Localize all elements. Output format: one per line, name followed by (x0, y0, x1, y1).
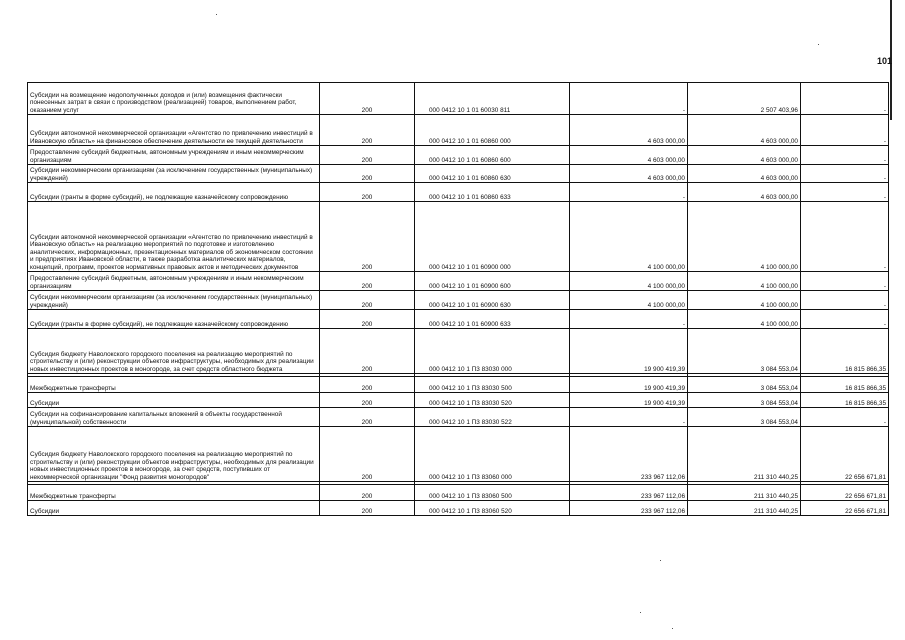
page-number: 101 (876, 56, 892, 66)
row-executed: 4 603 000,00 (688, 115, 801, 146)
table-row (28, 377, 889, 393)
row-unexecuted: 16 815 866,35 (801, 393, 889, 408)
row-approved: 4 100 000,00 (570, 291, 688, 310)
row-executed: 211 310 440,25 (688, 485, 801, 501)
scan-speck (640, 612, 641, 613)
row-approved: 4 100 000,00 (570, 272, 688, 291)
row-classification: 000 0412 10 1 П3 83030 520 (415, 393, 570, 408)
row-name: Субсидии (гранты в форме субсидий), не подлежащие казначейскому сопровождению (28, 310, 320, 329)
row-name: Субсидии (28, 393, 320, 408)
row-classification: 000 0412 10 1 01 60900 630 (415, 291, 570, 310)
row-code: 200 (320, 393, 415, 408)
row-approved: 233 967 112,06 (570, 485, 688, 501)
row-classification: 000 0412 10 1 П3 83060 520 (415, 501, 570, 516)
row-executed: 4 100 000,00 (688, 291, 801, 310)
row-unexecuted: - (801, 83, 889, 115)
row-code: 200 (320, 115, 415, 146)
row-classification: 000 0412 10 1 01 60900 600 (415, 272, 570, 291)
row-name: Межбюджетные трансферты (28, 485, 320, 501)
row-executed: 4 603 000,00 (688, 183, 801, 202)
row-unexecuted: - (801, 146, 889, 165)
row-approved: - (570, 183, 688, 202)
row-code: 200 (320, 202, 415, 272)
row-unexecuted: - (801, 272, 889, 291)
row-executed: 211 310 440,25 (688, 427, 801, 482)
table-row (28, 393, 889, 408)
row-executed: 4 603 000,00 (688, 146, 801, 165)
row-name: Субсидия бюджету Наволокского городского поселения на реализацию мероприятий по строительству и (или) реконструкции объектов инфраструктуры, необходимых для реализации новых инвестиционных проектов в моногороде, за счет средств областного бюджета (28, 329, 320, 374)
row-executed: 2 507 403,96 (688, 83, 801, 115)
row-unexecuted: 16 815 866,35 (801, 329, 889, 374)
row-code: 200 (320, 291, 415, 310)
row-classification: 000 0412 10 1 01 60860 633 (415, 183, 570, 202)
row-executed: 4 603 000,00 (688, 165, 801, 183)
row-code: 200 (320, 165, 415, 183)
row-unexecuted: - (801, 165, 889, 183)
row-approved: 233 967 112,06 (570, 501, 688, 516)
table-row (28, 83, 889, 115)
row-name: Субсидии автономной некоммерческой организации «Агентство по привлечению инвестиций в Ивановскую область» на реализацию мероприятий по подготовке и изготовлению аналитических, информационных, презентационных материалов об экономическом состоянии и предприятиях Ивановской области, в также разработка аналитических материалов, концепций, программ, проектов нормативных правовых актов и методических документов (28, 202, 320, 272)
row-approved: 233 967 112,06 (570, 427, 688, 482)
row-name: Субсидии на возмещение недополученных доходов и (или) возмещения фактически понесенных затрат в связи с производством (реализацией) товаров, выполнением работ, оказанием услуг (28, 83, 320, 115)
row-name: Предоставление субсидий бюджетным, автономным учреждениям и иным некоммерческим организациям (28, 146, 320, 165)
row-name: Субсидия бюджету Наволокского городского поселения на реализацию мероприятий по строительству и (или) реконструкции объектов инфраструктуры, необходимых для реализации новых инвестиционных проектов в моногороде, за счет средств, поступивших от некоммерческой организации "Фонд развития моногородов" (28, 427, 320, 482)
row-unexecuted: - (801, 310, 889, 329)
table-row (28, 501, 889, 516)
row-approved: 4 100 000,00 (570, 202, 688, 272)
row-unexecuted: 16 815 866,35 (801, 377, 889, 393)
row-unexecuted: 22 656 671,81 (801, 485, 889, 501)
row-name: Межбюджетные трансферты (28, 377, 320, 393)
row-classification: 000 0412 10 1 01 60900 633 (415, 310, 570, 329)
row-approved: 4 603 000,00 (570, 165, 688, 183)
row-classification: 000 0412 10 1 01 60030 811 (415, 83, 570, 115)
row-classification: 000 0412 10 1 01 60860 000 (415, 115, 570, 146)
row-classification: 000 0412 10 1 01 60900 000 (415, 202, 570, 272)
row-approved: 19 900 419,39 (570, 329, 688, 374)
row-executed: 4 100 000,00 (688, 310, 801, 329)
row-name: Субсидии (28, 501, 320, 516)
row-unexecuted: - (801, 408, 889, 427)
row-approved: - (570, 83, 688, 115)
row-name: Субсидии автономной некоммерческой организации «Агентство по привлечению инвестиций в Ивановскую область» на финансовое обеспечение деятельности ее текущей деятельности (28, 115, 320, 146)
table-row (28, 485, 889, 501)
row-name: Предоставление субсидий бюджетным, автономным учреждениям и иным некоммерческим организациям (28, 272, 320, 291)
row-approved: 4 603 000,00 (570, 146, 688, 165)
row-executed: 4 100 000,00 (688, 272, 801, 291)
row-code: 200 (320, 485, 415, 501)
row-approved: 19 900 419,39 (570, 377, 688, 393)
row-unexecuted: - (801, 115, 889, 146)
row-approved: - (570, 408, 688, 427)
row-name: Субсидии некоммерческим организациям (за исключением государственных (муниципальных) учреждений) (28, 165, 320, 183)
row-executed: 3 084 553,04 (688, 393, 801, 408)
row-code: 200 (320, 146, 415, 165)
row-classification: 000 0412 10 1 П3 83030 500 (415, 377, 570, 393)
row-classification: 000 0412 10 1 01 60860 600 (415, 146, 570, 165)
table-row (28, 408, 889, 427)
table-row (28, 310, 889, 329)
row-classification: 000 0412 10 1 П3 83030 000 (415, 329, 570, 374)
row-unexecuted: 22 656 671,81 (801, 427, 889, 482)
row-name: Субсидии (гранты в форме субсидий), не подлежащие казначейскому сопровождению (28, 183, 320, 202)
row-name: Субсидии некоммерческим организациям (за исключением государственных (муниципальных) учреждений) (28, 291, 320, 310)
row-classification: 000 0412 10 1 01 60860 630 (415, 165, 570, 183)
table-row (28, 272, 889, 291)
row-executed: 4 100 000,00 (688, 202, 801, 272)
scan-speck (672, 628, 673, 629)
scan-speck (660, 560, 661, 561)
table-row (28, 427, 889, 482)
row-approved: - (570, 310, 688, 329)
row-code: 200 (320, 501, 415, 516)
table-row (28, 165, 889, 183)
row-classification: 000 0412 10 1 П3 83030 522 (415, 408, 570, 427)
row-executed: 3 084 553,04 (688, 329, 801, 374)
table-row (28, 183, 889, 202)
row-executed: 3 084 553,04 (688, 408, 801, 427)
row-code: 200 (320, 310, 415, 329)
table-row (28, 291, 889, 310)
table-row (28, 115, 889, 146)
row-code: 200 (320, 183, 415, 202)
budget-execution-table (27, 82, 889, 516)
scan-speck (818, 44, 819, 45)
row-approved: 4 603 000,00 (570, 115, 688, 146)
row-code: 200 (320, 408, 415, 427)
row-classification: 000 0412 10 1 П3 83060 000 (415, 427, 570, 482)
row-code: 200 (320, 83, 415, 115)
row-code: 200 (320, 427, 415, 482)
row-unexecuted: - (801, 291, 889, 310)
table-row (28, 329, 889, 374)
table-row (28, 202, 889, 272)
row-code: 200 (320, 329, 415, 374)
row-name: Субсидии на софинансирование капитальных вложений в объекты государственной (муниципальной) собственности (28, 408, 320, 427)
table-row (28, 146, 889, 165)
row-executed: 3 084 553,04 (688, 377, 801, 393)
scan-speck (216, 14, 217, 15)
row-approved: 19 900 419,39 (570, 393, 688, 408)
row-code: 200 (320, 272, 415, 291)
row-classification: 000 0412 10 1 П3 83060 500 (415, 485, 570, 501)
row-executed: 211 310 440,25 (688, 501, 801, 516)
row-code: 200 (320, 377, 415, 393)
row-unexecuted: - (801, 183, 889, 202)
row-unexecuted: 22 656 671,81 (801, 501, 889, 516)
row-unexecuted: - (801, 202, 889, 272)
